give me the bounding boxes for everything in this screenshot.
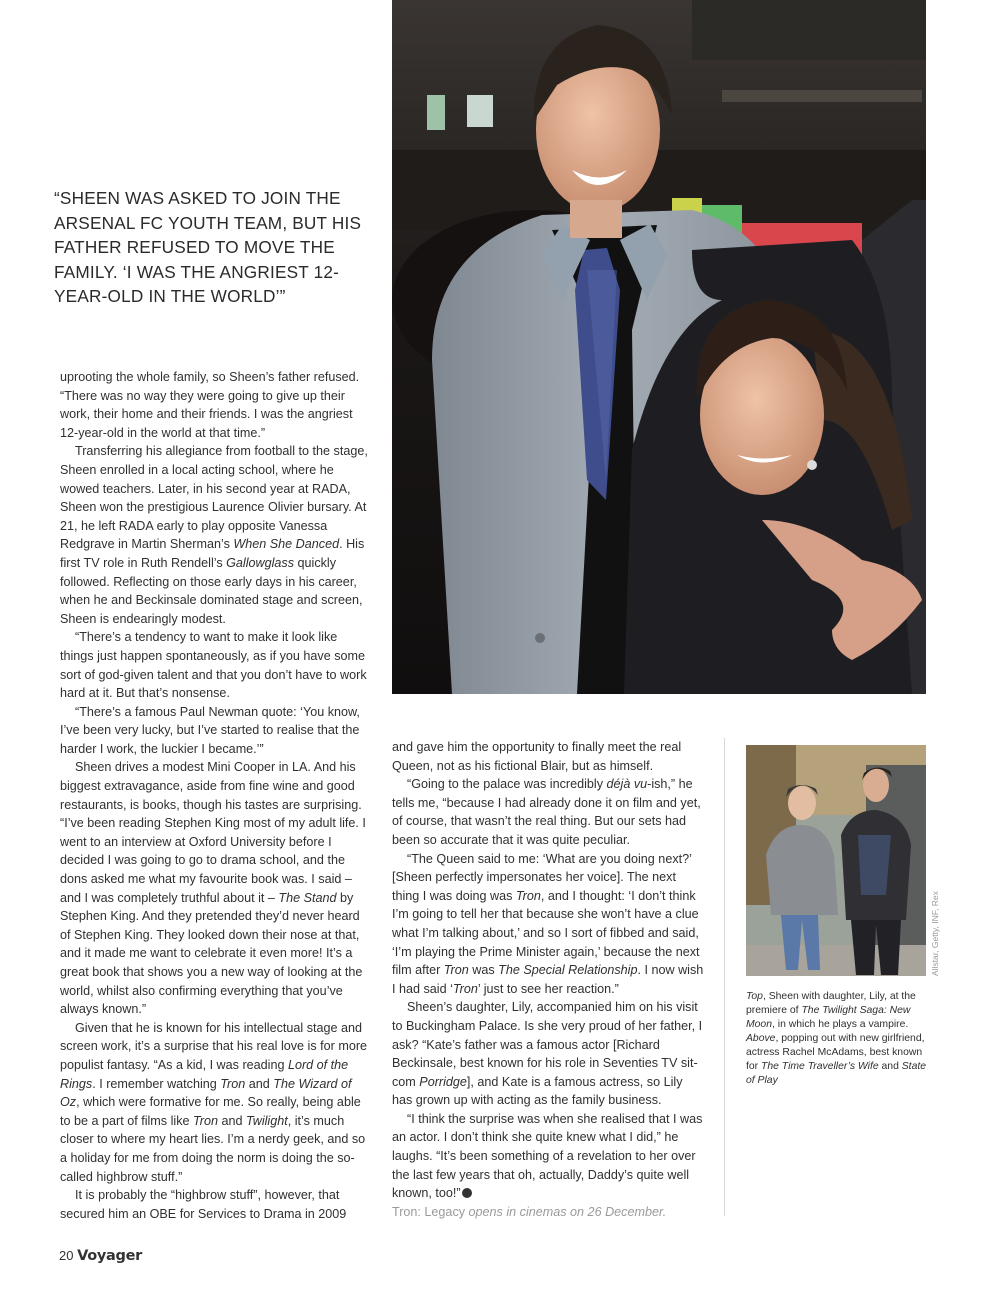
text-run: , and I thought: ‘I don’t think I’m going to tell her that because she won’t have a clue what I’m talking about,’ and so I sort of fibbed and said, ‘I’m playing the Prime Minister again,’ because the next film after <box>392 888 700 978</box>
italic-text: Tron <box>193 1113 218 1128</box>
page-number: 20 <box>59 1248 74 1263</box>
article-column-1 <box>60 368 372 1223</box>
italic-text: The Time Traveller’s Wife <box>761 1061 879 1072</box>
text-run: uprooting the whole family, so Sheen’s father refused. “There was no way they were going to give up their work, their home and their friends. I was the angriest 12-year-old in the world at that time.” <box>60 370 360 440</box>
article-column-2-body <box>392 738 706 1203</box>
article-paragraph <box>60 703 372 759</box>
article-paragraph <box>392 738 706 775</box>
text-run: by Stephen King. And they pretended they’d never heard of Stephen King. They looked down their nose at that, and it made me want to celebrate it even more! It’s a great book that shows you a new way of looking at the world, whilst also confirming everything that you’ve always known.” <box>60 890 363 1017</box>
italic-text: déjà vu <box>606 777 648 792</box>
italic-text: Top <box>746 991 763 1002</box>
side-photo-illustration <box>746 745 926 976</box>
italic-text: Tron <box>515 888 541 903</box>
photo-credit: Allstar, Getty, INF, Rex <box>930 891 940 976</box>
text-run: Given that he is known for his intellectual stage and screen work, it’s a surprise that his real love is for more populist fantasy. “As a kid, I was reading <box>60 1020 368 1072</box>
italic-text: State of Play <box>746 1061 927 1086</box>
page-footer <box>59 1248 142 1264</box>
text-run: , popping out with new girlfriend, actress Rachel McAdams, best known for <box>746 1033 925 1072</box>
text-run: Sheen drives a modest Mini Cooper in LA. And his biggest extravagance, aside from fine wine and good restaurants, is books, though his tastes are surprising. “I’ve been reading Stephen King most of my adult life. I went to an interview at Oxford University before I decided I was going to go to drama school, and the dons asked me what my favourite book was. I said – and I was completely truthful about it – <box>60 760 366 905</box>
article-paragraph <box>60 758 372 1018</box>
italic-text: The Wizard of Oz <box>60 1076 352 1110</box>
italic-text: When She Danced <box>233 537 340 552</box>
italic-text: Above <box>746 1033 776 1044</box>
text-run: and <box>245 1076 274 1091</box>
article-paragraph <box>392 998 706 1110</box>
text-run: Transferring his allegiance from football to the stage, Sheen enrolled in a local acting school, where he wowed teachers. Later, in his second year at RADA, Sheen won the prestigious Laurence Olivier bursary. At 21, he left RADA early to play opposite Vanessa Redgrave in Martin Sherman’s <box>60 444 368 552</box>
text-run: , in which he plays a vampire. <box>772 1019 909 1030</box>
italic-text: Tron <box>443 963 469 978</box>
text-run: quickly followed. Reflecting on those early days in his career, when he and Beckinsale dominated stage and screen, Sheen is endearingly modest. <box>60 555 363 626</box>
italic-text: The Special Relationship <box>498 963 638 978</box>
column-divider <box>724 738 725 1216</box>
article-paragraph <box>392 775 706 849</box>
text-run: . I remember watching <box>92 1076 221 1091</box>
italic-text: Lord of the Rings <box>60 1057 349 1091</box>
text-run: was <box>468 963 499 978</box>
side-photo <box>746 745 926 976</box>
article-paragraph <box>60 368 372 442</box>
text-run: Sheen’s daughter, Lily, accompanied him on his visit to Buckingham Palace. Is she very proud of her father, I ask? “Kate’s father was a famous actor [Richard Beckinsale, best known for his role in Seventies TV sit-com <box>392 1000 703 1089</box>
text-run: ], and Kate is a famous actress, so Lily has grown up with acting as the family business. <box>392 1074 683 1108</box>
italic-text: Twilight <box>245 1113 288 1128</box>
text-run: and gave him the opportunity to finally meet the real Queen, not as his fictional Blair, but as himself. <box>392 740 682 773</box>
pull-quote: “SHEEN WAS ASKED TO JOIN THE ARSENAL FC YOUTH TEAM, BUT HIS FATHER REFUSED TO MOVE THE FAMILY. ‘I WAS THE ANGRIEST 12-YEAR-OLD IN THE WORLD’” <box>54 188 362 306</box>
italic-text: Gallowglass <box>226 555 295 570</box>
article-paragraph <box>392 1110 706 1203</box>
release-note-title: Tron: Legacy <box>392 1204 466 1219</box>
text-run: and <box>878 1061 902 1072</box>
text-run: “Going to the palace was incredibly <box>407 777 607 792</box>
text-run: ’ just to see her reaction.” <box>477 981 619 996</box>
article-paragraph <box>60 1186 372 1223</box>
article-paragraph <box>60 628 372 702</box>
text-run: “There’s a tendency to want to make it look like things just happen spontaneously, as if you have some sort of god-given talent and that you don’t have to work hard at it. But that’s nonsense. <box>60 630 367 701</box>
main-photo-illustration <box>392 0 926 694</box>
text-run: -ish,” he tells me, “because I had already done it on film and yet, of course, that wasn’t the real thing. But our sets had been so accurate that it was quite peculiar. <box>392 777 701 847</box>
italic-text: Tron <box>220 1076 246 1091</box>
text-run: It is probably the “highbrow stuff”, however, that secured him an OBE for Services to Drama in 2009 <box>60 1188 347 1221</box>
text-run: , it’s much closer to where my heart lies. I’m a nerdy geek, and so a holiday for me from doing the norm is doing the so-called highbrow stuff.” <box>60 1113 366 1184</box>
text-run: , which were formative for me. So really, being able to be a part of films like <box>60 1095 361 1128</box>
italic-text: The Twilight Saga: New Moon <box>746 1005 911 1030</box>
italic-text: The Stand <box>278 890 337 905</box>
text-run: . His first TV role in Ruth Rendell’s <box>60 537 365 570</box>
photo-caption <box>746 990 926 1088</box>
text-run: “There’s a famous Paul Newman quote: ‘You know, I’ve been very lucky, but I’ve started to realise that the harder I work, the luckier I became.’” <box>60 704 360 756</box>
text-run: “The Queen said to me: ‘What are you doing next?’ [Sheen perfectly impersonates her voice]. The next thing I was doing was <box>392 851 692 903</box>
article-paragraph <box>60 442 372 628</box>
article-paragraph <box>392 850 706 999</box>
main-photo <box>392 0 926 694</box>
magazine-name: Voyager <box>77 1248 142 1264</box>
italic-text: Porridge <box>419 1074 467 1089</box>
end-mark-icon <box>462 1188 472 1198</box>
release-note-text: opens in cinemas on 26 December. <box>465 1204 667 1219</box>
italic-text: Tron <box>452 981 478 996</box>
article-column-2 <box>392 738 706 1221</box>
article-paragraph <box>60 1019 372 1186</box>
text-run: , Sheen with daughter, Lily, at the premiere of <box>746 991 916 1016</box>
text-run: . I now wish I had said ‘ <box>392 963 704 996</box>
text-run: and <box>217 1113 246 1128</box>
text-run: “I think the surprise was when she realised that I was an actor. I don’t think she quite knew what I did,” he laughs. “It’s been something of a revelation to her over the last few years that oh, actually, Daddy’s quite well known, too!” <box>392 1111 703 1201</box>
release-note <box>392 1203 706 1222</box>
